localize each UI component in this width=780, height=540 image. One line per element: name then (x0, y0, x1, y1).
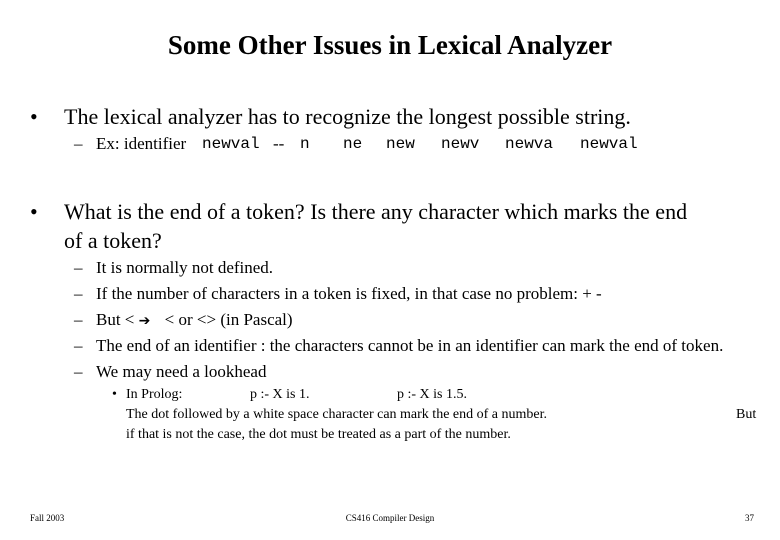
prolog-line-2: The dot followed by a white space character can mark the end of a number. (126, 407, 547, 422)
prolog-line-3: if that is not the case, the dot must be treated as a part of the number. (126, 427, 511, 442)
dash-marker: – (74, 336, 83, 355)
sub-item-4: The end of an identifier : the characters cannot be in an identifier can mark the end of token. (96, 336, 724, 355)
sub-item-3-after: < or <> (in Pascal) (164, 310, 293, 329)
dash-marker: – (74, 310, 83, 329)
dash-marker: – (74, 134, 83, 153)
slide-title: Some Other Issues in Lexical Analyzer (167, 30, 613, 60)
prolog-example-2: p :- X is 1.5. (397, 387, 467, 402)
prefix-n: n (300, 135, 310, 153)
dash-marker: – (74, 362, 83, 381)
bullet-marker: • (30, 104, 38, 129)
footer-course: CS416 Compiler Design (345, 513, 435, 523)
dash-marker: – (74, 284, 83, 303)
prefix-newv: newv (441, 135, 480, 153)
right-arrow-icon: ➔ (138, 313, 151, 329)
bullet-2-line-1: What is the end of a token? Is there any character which marks the end (64, 199, 688, 224)
prolog-line-2-end: But (736, 407, 757, 422)
example-identifier: newval (202, 135, 260, 153)
prolog-label: In Prolog: (126, 387, 183, 402)
sub-item-3 (96, 310, 293, 330)
footer-date: Fall 2003 (30, 513, 65, 523)
footer-page-number: 37 (745, 513, 754, 523)
prefix-newva: newva (505, 135, 554, 153)
small-bullet-marker: • (112, 387, 117, 402)
sub-item-5: We may need a lookhead (96, 362, 267, 381)
prolog-example-1: p :- X is 1. (250, 387, 310, 402)
bullet-marker: • (30, 199, 38, 224)
dash-marker: – (74, 258, 83, 277)
sub-item-1: It is normally not defined. (96, 258, 274, 277)
example-prefix: Ex: identifier (96, 134, 187, 153)
prefix-new: new (386, 135, 415, 153)
prefix-newval: newval (580, 135, 638, 153)
bullet-2-line-2: of a token? (64, 228, 162, 253)
sub-item-2: If the number of characters in a token is fixed, in that case no problem: + - (96, 284, 602, 303)
sub-item-3-before: But < (96, 310, 135, 329)
example-separator: -- (273, 134, 285, 153)
prefix-ne: ne (343, 135, 363, 153)
bullet-1-text: The lexical analyzer has to recognize the longest possible string. (64, 104, 631, 129)
